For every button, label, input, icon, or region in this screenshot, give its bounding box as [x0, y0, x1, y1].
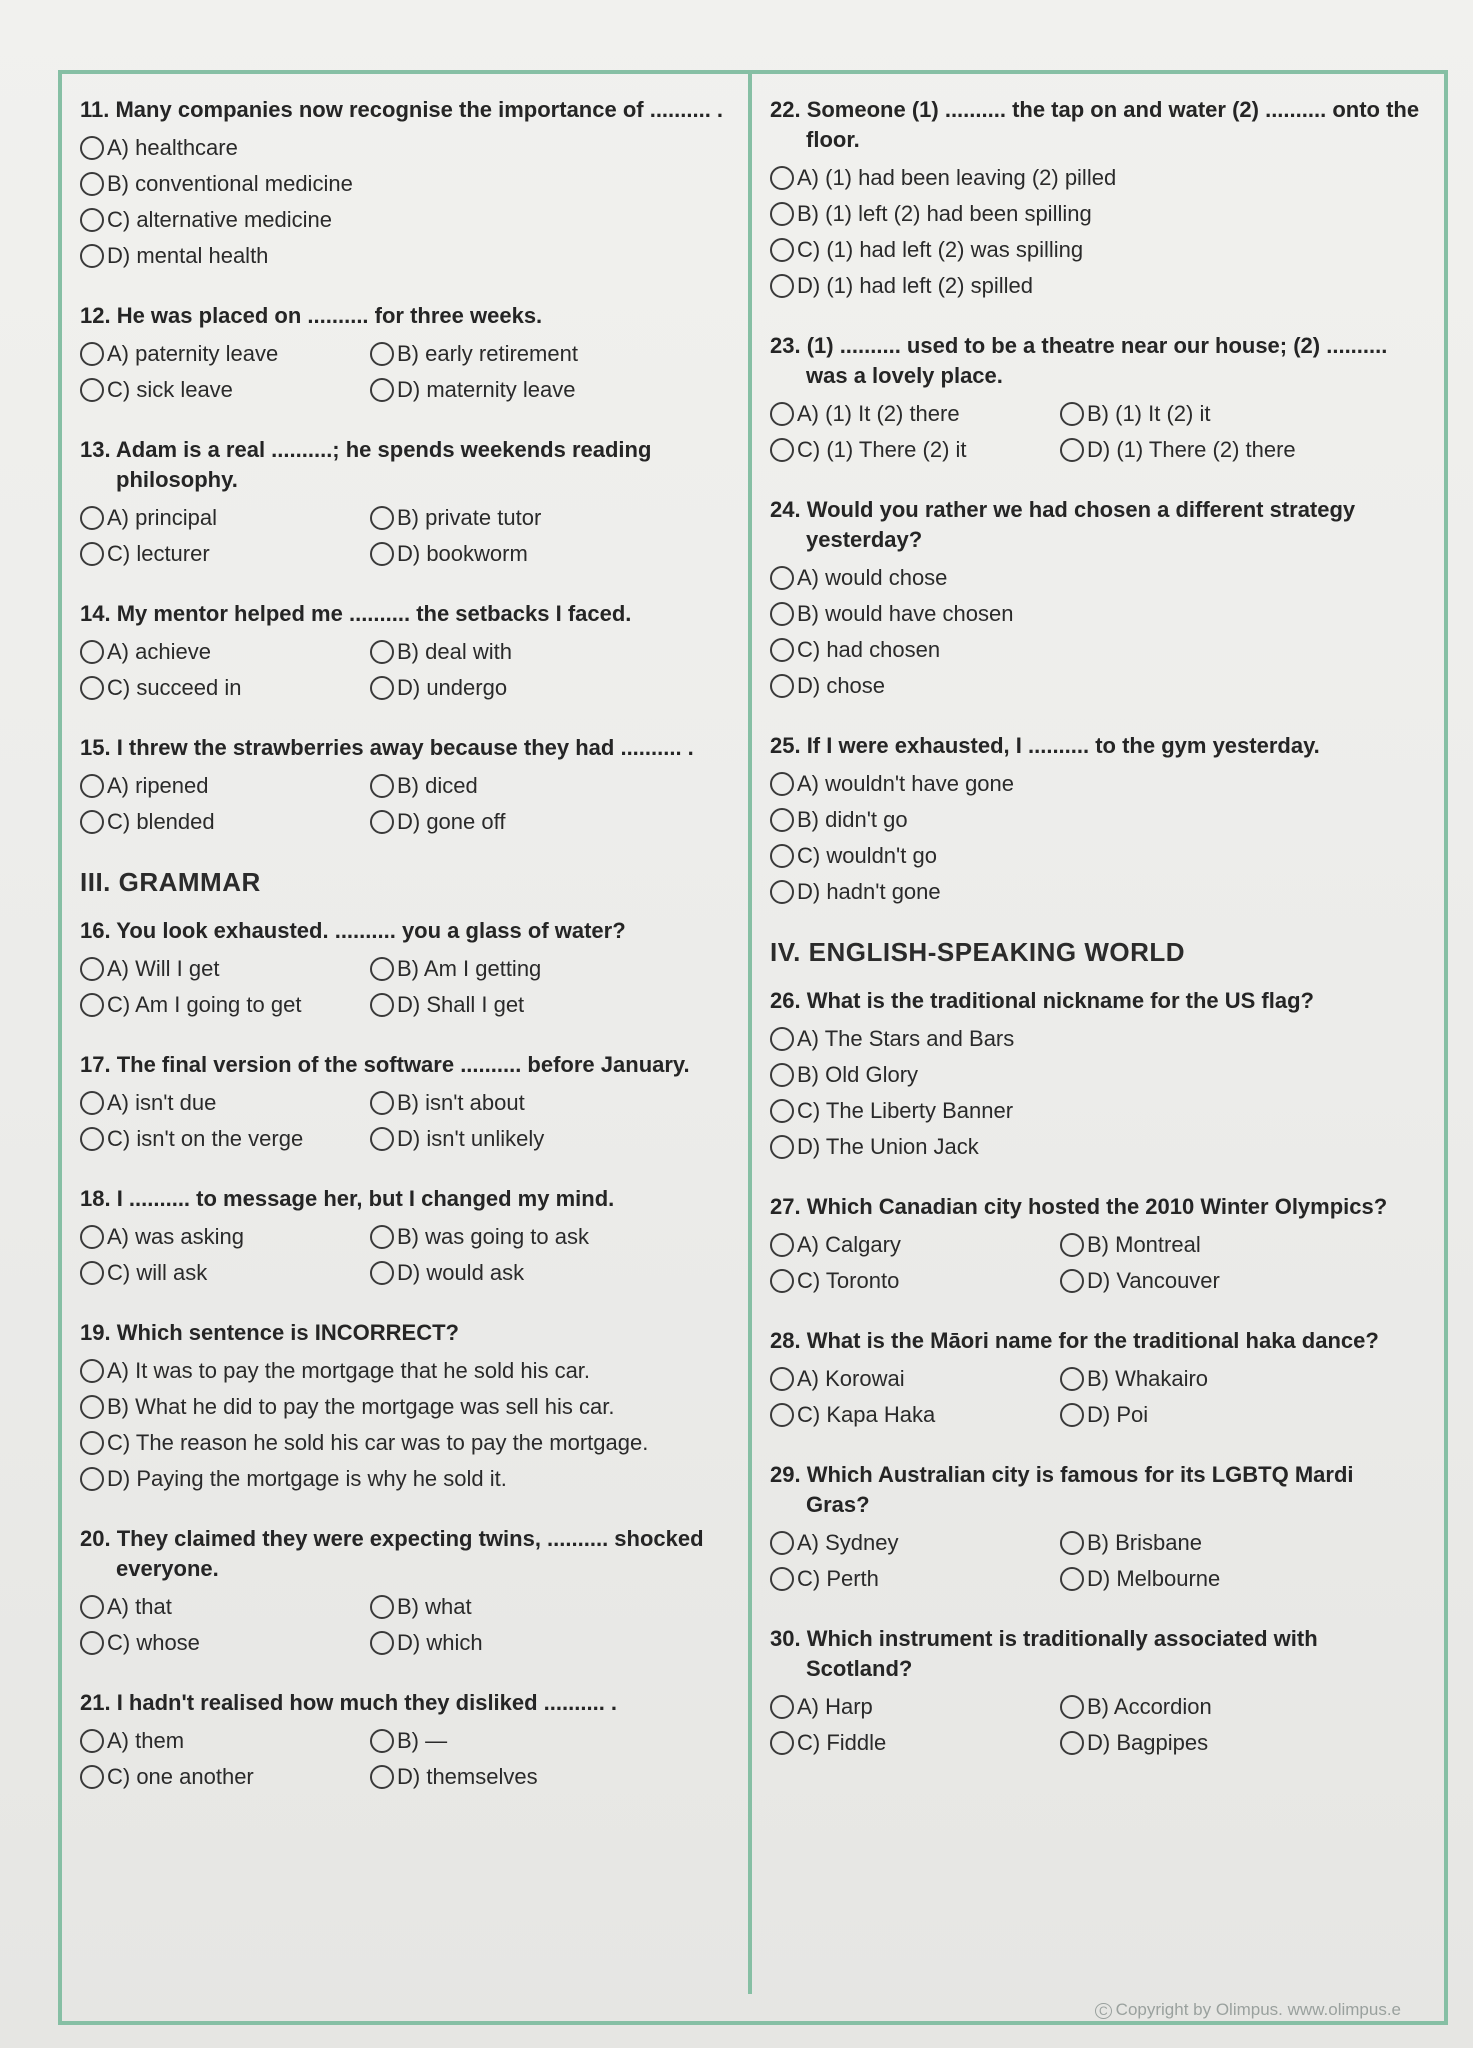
option-d[interactable]: D) bookworm	[370, 539, 660, 569]
question-text: 18. I .......... to message her, but I changed my mind.	[80, 1186, 615, 1211]
radio-icon[interactable]	[1060, 1731, 1084, 1755]
option-d[interactable]: D) mental health	[80, 241, 740, 271]
radio-icon[interactable]	[80, 810, 104, 834]
option-b[interactable]: B) Accordion	[1060, 1692, 1350, 1722]
radio-icon[interactable]	[80, 378, 104, 402]
question-text: 14. My mentor helped me .......... the setbacks I faced.	[80, 601, 632, 626]
question-text: 12. He was placed on .......... for three weeks.	[80, 303, 543, 328]
radio-icon[interactable]	[80, 136, 104, 160]
option-d[interactable]: D) (1) had left (2) spilled	[770, 271, 1420, 301]
radio-icon[interactable]	[770, 1027, 794, 1051]
radio-icon[interactable]	[1060, 1403, 1084, 1427]
question-13	[80, 435, 740, 569]
radio-icon[interactable]	[80, 506, 104, 530]
radio-icon[interactable]	[80, 1431, 104, 1455]
option-c[interactable]: C) The reason he sold his car was to pay the mortgage.	[80, 1428, 740, 1458]
option-b[interactable]: B) Whakairo	[1060, 1364, 1350, 1394]
radio-icon[interactable]	[80, 1091, 104, 1115]
radio-icon[interactable]	[370, 1765, 394, 1789]
radio-icon[interactable]	[770, 1099, 794, 1123]
radio-icon[interactable]	[80, 1261, 104, 1285]
radio-icon[interactable]	[80, 244, 104, 268]
option-d[interactable]: D) which	[370, 1628, 660, 1658]
option-a[interactable]: A) Calgary	[770, 1230, 1060, 1260]
radio-icon[interactable]	[370, 1631, 394, 1655]
question-23	[770, 331, 1420, 465]
question-text: 29. Which Australian city is famous for its LGBTQ Mardi Gras?	[770, 1462, 1354, 1517]
radio-icon[interactable]	[770, 1367, 794, 1391]
radio-icon[interactable]	[80, 208, 104, 232]
option-d[interactable]: D) undergo	[370, 673, 660, 703]
option-c[interactable]: C) Fiddle	[770, 1728, 1060, 1758]
option-c[interactable]: C) (1) had left (2) was spilling	[770, 235, 1420, 265]
option-c[interactable]: C) wouldn't go	[770, 841, 1420, 871]
option-b[interactable]: B) —	[370, 1726, 660, 1756]
radio-icon[interactable]	[770, 166, 794, 190]
radio-icon[interactable]	[1060, 1233, 1084, 1257]
option-d[interactable]: D) isn't unlikely	[370, 1124, 660, 1154]
radio-icon[interactable]	[1060, 1695, 1084, 1719]
option-c[interactable]: C) succeed in	[80, 673, 370, 703]
radio-icon[interactable]	[370, 810, 394, 834]
option-a[interactable]: A) It was to pay the mortgage that he sold his car.	[80, 1356, 740, 1386]
question-text: 17. The final version of the software .......... before January.	[80, 1052, 690, 1077]
option-a[interactable]: A) ripened	[80, 771, 370, 801]
radio-icon[interactable]	[1060, 1567, 1084, 1591]
radio-icon[interactable]	[80, 1225, 104, 1249]
radio-icon[interactable]	[370, 774, 394, 798]
question-16	[80, 916, 740, 1020]
question-text: 23. (1) .......... used to be a theatre near our house; (2) .......... was a lovely place.	[770, 333, 1388, 388]
radio-icon[interactable]	[80, 1729, 104, 1753]
radio-icon[interactable]	[770, 1403, 794, 1427]
question-26	[770, 986, 1420, 1162]
radio-icon[interactable]	[80, 1395, 104, 1419]
radio-icon[interactable]	[770, 1567, 794, 1591]
radio-icon[interactable]	[80, 1631, 104, 1655]
option-d[interactable]: D) (1) There (2) there	[1060, 435, 1350, 465]
radio-icon[interactable]	[770, 1233, 794, 1257]
option-a[interactable]: A) (1) had been leaving (2) pilled	[770, 163, 1420, 193]
radio-icon[interactable]	[770, 1731, 794, 1755]
radio-icon[interactable]	[1060, 1269, 1084, 1293]
radio-icon[interactable]	[770, 844, 794, 868]
radio-icon[interactable]	[770, 402, 794, 426]
section-heading-english-speaking-world: IV. ENGLISH-SPEAKING WORLD	[770, 937, 1186, 967]
radio-icon[interactable]	[80, 342, 104, 366]
option-d[interactable]: D) Shall I get	[370, 990, 660, 1020]
question-text: 24. Would you rather we had chosen a different strategy yesterday?	[770, 497, 1356, 552]
option-c[interactable]: C) Am I going to get	[80, 990, 370, 1020]
option-b[interactable]: B) deal with	[370, 637, 660, 667]
section-heading-grammar: III. GRAMMAR	[80, 867, 261, 897]
radio-icon[interactable]	[370, 1261, 394, 1285]
radio-icon[interactable]	[770, 1531, 794, 1555]
question-24	[770, 495, 1420, 701]
option-d[interactable]: D) Poi	[1060, 1400, 1350, 1430]
option-c[interactable]: C) Perth	[770, 1564, 1060, 1594]
option-c[interactable]: C) blended	[80, 807, 370, 837]
radio-icon[interactable]	[1060, 438, 1084, 462]
radio-icon[interactable]	[80, 774, 104, 798]
option-c[interactable]: C) Kapa Haka	[770, 1400, 1060, 1430]
radio-icon[interactable]	[770, 602, 794, 626]
option-b[interactable]: B) early retirement	[370, 339, 660, 369]
option-c[interactable]: C) lecturer	[80, 539, 370, 569]
question-20	[80, 1524, 740, 1658]
radio-icon[interactable]	[1060, 402, 1084, 426]
radio-icon[interactable]	[80, 1127, 104, 1151]
question-29	[770, 1460, 1420, 1594]
question-text: 26. What is the traditional nickname for the US flag?	[770, 988, 1314, 1013]
radio-icon[interactable]	[770, 438, 794, 462]
question-22	[770, 95, 1420, 301]
question-text: 19. Which sentence is INCORRECT?	[80, 1320, 459, 1345]
option-a[interactable]: A) achieve	[80, 637, 370, 667]
question-21	[80, 1688, 740, 1792]
radio-icon[interactable]	[370, 1595, 394, 1619]
radio-icon[interactable]	[370, 676, 394, 700]
option-a[interactable]: A) Sydney	[770, 1528, 1060, 1558]
option-d[interactable]: D) The Union Jack	[770, 1132, 1420, 1162]
right-column	[770, 95, 1420, 1788]
option-b[interactable]: B) didn't go	[770, 805, 1420, 835]
question-11	[80, 95, 740, 271]
radio-icon[interactable]	[770, 1269, 794, 1293]
radio-icon[interactable]	[370, 542, 394, 566]
option-b[interactable]: B) diced	[370, 771, 660, 801]
option-b[interactable]: B) Old Glory	[770, 1060, 1420, 1090]
question-text: 15. I threw the strawberries away because they had .......... .	[80, 735, 694, 760]
radio-icon[interactable]	[80, 957, 104, 981]
option-a[interactable]: A) (1) It (2) there	[770, 399, 1060, 429]
option-a[interactable]: A) that	[80, 1592, 370, 1622]
radio-icon[interactable]	[80, 640, 104, 664]
option-c[interactable]: C) isn't on the verge	[80, 1124, 370, 1154]
question-14	[80, 599, 740, 703]
radio-icon[interactable]	[770, 880, 794, 904]
option-c[interactable]: C) (1) There (2) it	[770, 435, 1060, 465]
option-a[interactable]: A) isn't due	[80, 1088, 370, 1118]
question-text: 30. Which instrument is traditionally associated with Scotland?	[770, 1626, 1318, 1681]
column-divider	[748, 74, 752, 1994]
question-text: 21. I hadn't realised how much they disliked .......... .	[80, 1690, 618, 1715]
radio-icon[interactable]	[370, 1729, 394, 1753]
question-27	[770, 1192, 1420, 1296]
radio-icon[interactable]	[370, 993, 394, 1017]
option-a[interactable]: A) paternity leave	[80, 339, 370, 369]
option-a[interactable]: A) principal	[80, 503, 370, 533]
radio-icon[interactable]	[770, 1135, 794, 1159]
option-d[interactable]: D) Bagpipes	[1060, 1728, 1350, 1758]
question-18	[80, 1184, 740, 1288]
option-b[interactable]: B) what	[370, 1592, 660, 1622]
option-b[interactable]: B) private tutor	[370, 503, 660, 533]
radio-icon[interactable]	[770, 1063, 794, 1087]
question-text: 22. Someone (1) .......... the tap on and water (2) .......... onto the floor.	[770, 97, 1420, 152]
question-text: 16. You look exhausted. .......... you a glass of water?	[80, 918, 626, 943]
option-c[interactable]: C) had chosen	[770, 635, 1420, 665]
radio-icon[interactable]	[370, 1225, 394, 1249]
question-25	[770, 731, 1420, 907]
option-a[interactable]: A) The Stars and Bars	[770, 1024, 1420, 1054]
option-c[interactable]: C) one another	[80, 1762, 370, 1792]
option-d[interactable]: D) Melbourne	[1060, 1564, 1350, 1594]
left-column	[80, 95, 740, 1822]
question-text: 11. Many companies now recognise the importance of .......... .	[80, 97, 724, 122]
option-b[interactable]: B) isn't about	[370, 1088, 660, 1118]
radio-icon[interactable]	[770, 772, 794, 796]
radio-icon[interactable]	[370, 506, 394, 530]
option-b[interactable]: B) Am I getting	[370, 954, 660, 984]
radio-icon[interactable]	[80, 1595, 104, 1619]
radio-icon[interactable]	[80, 1765, 104, 1789]
question-text: 28. What is the Māori name for the traditional haka dance?	[770, 1328, 1379, 1353]
radio-icon[interactable]	[770, 202, 794, 226]
radio-icon[interactable]	[80, 676, 104, 700]
radio-icon[interactable]	[80, 993, 104, 1017]
option-b[interactable]: B) What he did to pay the mortgage was sell his car.	[80, 1392, 740, 1422]
option-b[interactable]: B) would have chosen	[770, 599, 1420, 629]
option-d[interactable]: D) chose	[770, 671, 1420, 701]
radio-icon[interactable]	[80, 172, 104, 196]
option-d[interactable]: D) would ask	[370, 1258, 660, 1288]
option-b[interactable]: B) Brisbane	[1060, 1528, 1350, 1558]
radio-icon[interactable]	[1060, 1531, 1084, 1555]
option-b[interactable]: B) was going to ask	[370, 1222, 660, 1252]
question-text: 20. They claimed they were expecting twins, .......... shocked everyone.	[80, 1526, 704, 1581]
question-28	[770, 1326, 1420, 1430]
option-c[interactable]: C) alternative medicine	[80, 205, 740, 235]
copyright-icon: C	[1095, 2003, 1112, 2019]
option-a[interactable]: A) healthcare	[80, 133, 740, 163]
option-a[interactable]: A) them	[80, 1726, 370, 1756]
radio-icon[interactable]	[770, 638, 794, 662]
radio-icon[interactable]	[80, 1359, 104, 1383]
option-b[interactable]: B) (1) left (2) had been spilling	[770, 199, 1420, 229]
option-d[interactable]: D) maternity leave	[370, 375, 660, 405]
option-d[interactable]: D) hadn't gone	[770, 877, 1420, 907]
question-17	[80, 1050, 740, 1154]
option-c[interactable]: C) whose	[80, 1628, 370, 1658]
option-d[interactable]: D) Paying the mortgage is why he sold it.	[80, 1464, 740, 1494]
radio-icon[interactable]	[770, 1695, 794, 1719]
radio-icon[interactable]	[370, 378, 394, 402]
radio-icon[interactable]	[80, 1467, 104, 1491]
option-c[interactable]: C) Toronto	[770, 1266, 1060, 1296]
radio-icon[interactable]	[770, 808, 794, 832]
option-c[interactable]: C) The Liberty Banner	[770, 1096, 1420, 1126]
radio-icon[interactable]	[770, 274, 794, 298]
option-a[interactable]: A) Will I get	[80, 954, 370, 984]
option-a[interactable]: A) Korowai	[770, 1364, 1060, 1394]
question-12	[80, 301, 740, 405]
radio-icon[interactable]	[770, 238, 794, 262]
option-c[interactable]: C) will ask	[80, 1258, 370, 1288]
option-b[interactable]: B) conventional medicine	[80, 169, 740, 199]
option-d[interactable]: D) themselves	[370, 1762, 660, 1792]
option-d[interactable]: D) Vancouver	[1060, 1266, 1350, 1296]
copyright-notice: C Copyright by Olimpus. www.olimpus.e	[1095, 2000, 1401, 2020]
option-c[interactable]: C) sick leave	[80, 375, 370, 405]
radio-icon[interactable]	[80, 542, 104, 566]
option-d[interactable]: D) gone off	[370, 807, 660, 837]
radio-icon[interactable]	[370, 1091, 394, 1115]
option-a[interactable]: A) was asking	[80, 1222, 370, 1252]
radio-icon[interactable]	[370, 1127, 394, 1151]
option-b[interactable]: B) Montreal	[1060, 1230, 1350, 1260]
radio-icon[interactable]	[370, 342, 394, 366]
radio-icon[interactable]	[770, 674, 794, 698]
option-b[interactable]: B) (1) It (2) it	[1060, 399, 1350, 429]
question-text: 25. If I were exhausted, I .......... to the gym yesterday.	[770, 733, 1320, 758]
radio-icon[interactable]	[770, 566, 794, 590]
question-30	[770, 1624, 1420, 1758]
question-text: 13. Adam is a real ..........; he spends weekends reading philosophy.	[80, 437, 652, 492]
question-19	[80, 1318, 740, 1494]
radio-icon[interactable]	[1060, 1367, 1084, 1391]
question-text: 27. Which Canadian city hosted the 2010 Winter Olympics?	[770, 1194, 1388, 1219]
option-a[interactable]: A) Harp	[770, 1692, 1060, 1722]
question-15	[80, 733, 740, 837]
option-a[interactable]: A) would chose	[770, 563, 1420, 593]
option-a[interactable]: A) wouldn't have gone	[770, 769, 1420, 799]
radio-icon[interactable]	[370, 957, 394, 981]
radio-icon[interactable]	[370, 640, 394, 664]
